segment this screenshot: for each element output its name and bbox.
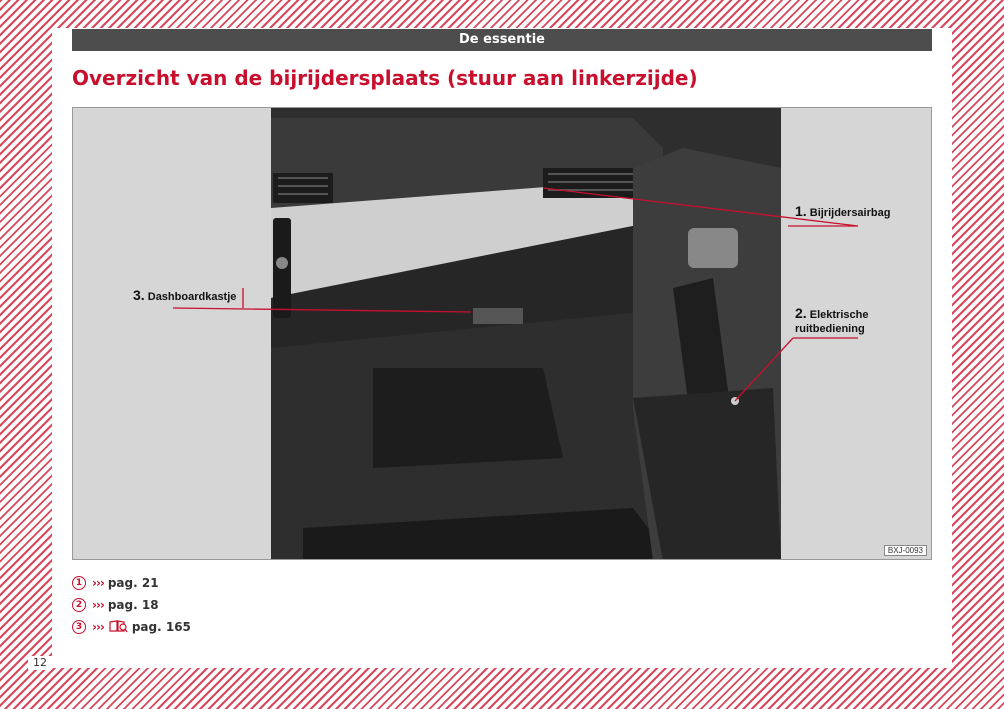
reference-item[interactable] <box>72 616 191 638</box>
reference-page-link[interactable]: pag. 21 <box>107 576 159 590</box>
callout-passenger-airbag: 1. Bijrijdersairbag <box>795 203 891 219</box>
reference-item[interactable] <box>72 594 191 616</box>
manual-book-icon <box>108 619 128 636</box>
cross-ref-arrow-icon: ››› <box>92 576 104 590</box>
callout-power-window-switch: 2. Elektrische ruitbediening <box>795 305 869 335</box>
callout-glove-box: 3. Dashboardkastje <box>133 287 237 303</box>
cross-ref-arrow-icon: ››› <box>92 620 104 634</box>
page-title: Overzicht van de bijrijdersplaats (stuur aan linkerzijde) <box>72 66 698 90</box>
reference-number-badge: 3 <box>72 620 86 634</box>
figure-code: BXJ-0093 <box>884 545 927 556</box>
section-header: De essentie <box>72 29 932 51</box>
page-number: 12 <box>28 656 52 670</box>
cross-ref-arrow-icon: ››› <box>92 598 104 612</box>
reference-page-link[interactable]: pag. 165 <box>131 620 191 634</box>
reference-number-badge: 1 <box>72 576 86 590</box>
reference-page-link[interactable]: pag. 18 <box>107 598 159 612</box>
reference-number-badge: 2 <box>72 598 86 612</box>
car-interior-figure <box>72 107 932 560</box>
reference-item[interactable] <box>72 572 191 594</box>
reference-list <box>72 572 191 638</box>
